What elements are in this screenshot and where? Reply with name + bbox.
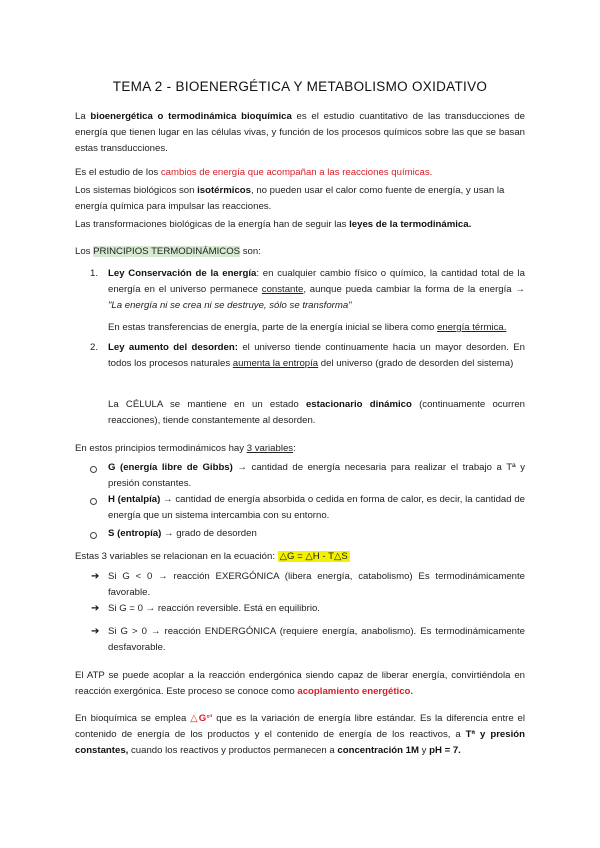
bold-term: H (entalpía) bbox=[108, 494, 161, 505]
text: Los bbox=[75, 246, 94, 257]
text: cuando los reactivos y productos permanecen a bbox=[128, 745, 338, 756]
text: : en cualquier cambio físico o químico, la cantidad total de la energía en el universo permanece bbox=[108, 268, 525, 295]
bold-term: Tª y presión constantes, bbox=[75, 729, 525, 756]
text: , no pueden usar el calor como fuente de energía, y usan la energía química para impulsar las reacciones. bbox=[75, 185, 505, 212]
text: Es el estudio de los bbox=[75, 167, 161, 178]
bold-term: pH = 7. bbox=[429, 745, 461, 756]
red-bold-term: acoplamiento energético. bbox=[297, 686, 414, 697]
variable-s bbox=[108, 526, 525, 542]
list-number: 2. bbox=[90, 342, 99, 353]
intro-paragraph-2 bbox=[75, 165, 525, 181]
bold-term: concentración 1M bbox=[337, 745, 419, 756]
variable-h bbox=[108, 492, 525, 524]
bold-term: bioenergética o termodinámica bioquímica bbox=[90, 111, 292, 122]
text: La CÉLULA se mantiene en un estado bbox=[108, 399, 306, 410]
red-text: cambios de energía que acompañan a las reacciones químicas. bbox=[160, 167, 433, 178]
principio-2 bbox=[108, 340, 525, 372]
principio-1-extra bbox=[108, 320, 525, 336]
text: → cantidad de energía necesaria para realizar el trabajo a Tª y presión constantes. bbox=[108, 462, 525, 489]
atp-paragraph bbox=[75, 668, 525, 700]
italic-quote: "La energía ni se crea ni se destruye, sólo se transforma" bbox=[108, 300, 352, 311]
list-number: 1. bbox=[90, 268, 99, 279]
variable-g bbox=[108, 460, 525, 492]
bold-term: G (energía libre de Gibbs) bbox=[108, 462, 233, 473]
text: son: bbox=[240, 246, 261, 257]
page-title: TEMA 2 - BIOENERGÉTICA Y METABOLISMO OXIDATIVO bbox=[112, 79, 488, 94]
ecuacion-item-equilibrio: Si G = 0 → reacción reversible. Está en equilibrio. bbox=[108, 603, 320, 614]
text: : bbox=[293, 443, 296, 454]
principios-lead bbox=[75, 244, 525, 260]
underlined-text: aumenta la entropía bbox=[232, 358, 319, 369]
bold-term: Ley aumento del desorden: bbox=[108, 342, 238, 353]
text: En estas transferencias de energía, parte de la energía inicial se libera como bbox=[108, 322, 438, 333]
circle-bullet-icon bbox=[90, 466, 97, 473]
ecuacion-item-endergonica: Si G > 0 → reacción ENDERGÓNICA (requiere energía, anabolismo). Es termodinámicamente desfavorable. bbox=[108, 626, 525, 653]
text: En bioquímica se emplea bbox=[75, 713, 191, 724]
highlighted-text: PRINCIPIOS TERMODINÁMICOS bbox=[93, 246, 241, 257]
underlined-text: constante bbox=[261, 284, 304, 295]
text: (continuamente ocurren reacciones), tiende constantemente al desorden. bbox=[108, 399, 525, 426]
arrow-right-icon: ➔ bbox=[91, 603, 100, 614]
text: → grado de desorden bbox=[161, 528, 257, 539]
circle-bullet-icon bbox=[90, 532, 97, 539]
text: del universo (grado de desorden del sistema) bbox=[318, 358, 514, 369]
principio-1 bbox=[108, 266, 525, 314]
bold-term: Ley Conservación de la energía bbox=[108, 268, 257, 279]
text: El ATP se puede acoplar a la reacción endergónica siendo capaz de liberar energía, convirtiéndola en reacción exergónica. Este proceso se conoce como bbox=[75, 670, 525, 697]
red-bold-term: △G°' bbox=[190, 713, 213, 724]
text: , aunque pueda cambiar la forma de la energía → bbox=[303, 284, 525, 295]
intro-paragraph-3 bbox=[75, 183, 525, 215]
text: La bbox=[75, 111, 91, 122]
bold-term: estacionario dinámico bbox=[305, 399, 412, 410]
estandar-paragraph bbox=[75, 711, 525, 759]
variables-lead bbox=[75, 441, 525, 457]
intro-paragraph-1 bbox=[75, 109, 525, 157]
underlined-text: energía térmica. bbox=[437, 322, 507, 333]
text: Las transformaciones biológicas de la energía han de seguir las bbox=[75, 219, 350, 230]
text: Estas 3 variables se relacionan en la ecuación: bbox=[75, 551, 278, 562]
text: En estos principios termodinámicos hay bbox=[75, 443, 247, 454]
bold-term: S (entropía) bbox=[108, 528, 162, 539]
text: el universo tiende continuamente hacia un mayor desorden. En todos los procesos naturales bbox=[108, 342, 525, 369]
text: y bbox=[418, 745, 430, 756]
arrow-right-icon: ➔ bbox=[91, 571, 100, 582]
text: Los sistemas biológicos son bbox=[75, 185, 198, 196]
principio-2-extra bbox=[108, 397, 525, 429]
intro-paragraph-4 bbox=[75, 217, 525, 233]
bold-term: isotérmicos bbox=[197, 185, 251, 196]
bold-term: leyes de la termodinámica. bbox=[349, 219, 472, 230]
ecuacion-lead bbox=[75, 549, 525, 565]
text: que es la variación de energía libre estándar. Es la diferencia entre el contenido de energía de los productos y el contenido de energía de los reactivos, a bbox=[75, 713, 525, 740]
circle-bullet-icon bbox=[90, 498, 97, 505]
text: es el estudio cuantitativo de las transducciones de energía que tienen lugar en las células vivas, y función de los procesos químicos sobre las que se basan estas transducciones. bbox=[75, 111, 525, 154]
underlined-text: 3 variables bbox=[246, 443, 294, 454]
text: → cantidad de energía absorbida o cedida en forma de calor, es decir, la cantidad de energía que un sistema intercambia con su entorno. bbox=[108, 494, 525, 521]
ecuacion-item-exergonica: Si G < 0 → reacción EXERGÓNICA (libera energía, catabolismo) Es termodinámicamente favorable. bbox=[108, 571, 525, 598]
gibbs-formula: △G = △H - T△S bbox=[279, 551, 348, 562]
arrow-right-icon: ➔ bbox=[91, 626, 100, 637]
